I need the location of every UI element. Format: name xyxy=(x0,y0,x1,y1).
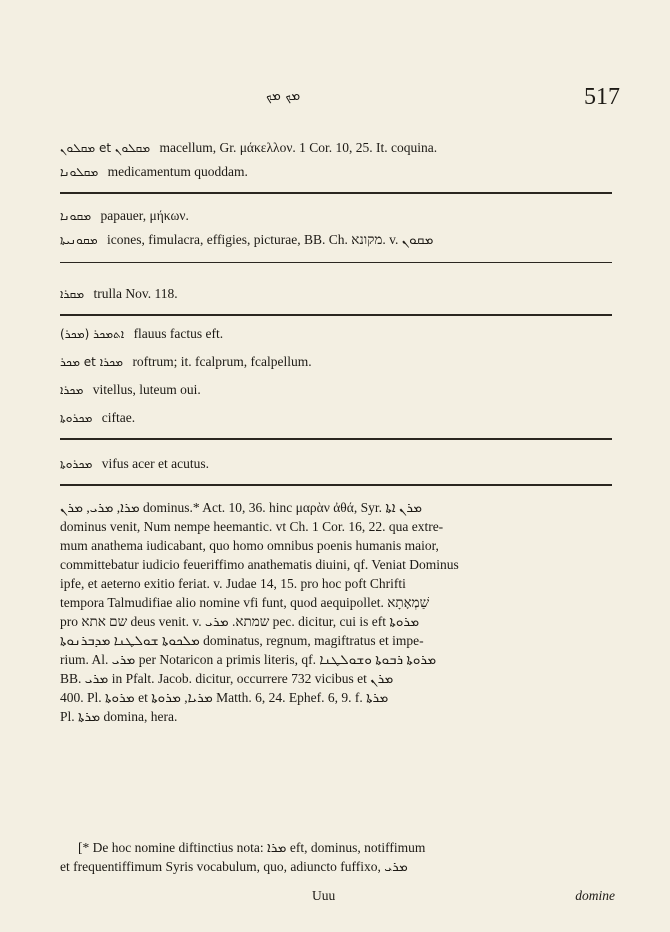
entry-6-text: flauus factus eft. xyxy=(133,326,224,341)
main-entry-line: ܡܠܟܘܬܐ ܫܘܠܛܢܐ ܡܕܒܪܢܘܬܐ dominatus, regnum, magiftratus et impe- xyxy=(60,633,424,648)
entry-3-text: papauer, μήκων. xyxy=(100,208,189,223)
main-entry-line: rium. Al. ܡܪܝ per Notaricon a primis literis, qf. ܡܪܘܬܐ ܪܒܘܬܐ ܘܫܘܠܛܢܐ xyxy=(60,652,437,667)
entry-4-syriac: ܡܩܘܢܝܬܐ xyxy=(60,233,98,247)
entry-2 xyxy=(60,162,612,182)
section-rule xyxy=(60,314,612,316)
signature-mark: Uuu xyxy=(312,888,336,903)
section-rule xyxy=(60,262,612,263)
footnote xyxy=(60,838,615,876)
main-entry-line: dominus venit, Num nempe heemantic. vt Ch. 1 Cor. 16, 22. qua extre- xyxy=(60,519,444,534)
main-entry-line: committebatur iudicio feueriffimo anathematis diuini, qf. Veniat Dominus xyxy=(60,557,459,572)
entry-5-syriac: ܡܩܪܐ xyxy=(60,287,85,301)
main-entry-line: mum anathema iudicabant, quo homo omnibus poenis humanis maior, xyxy=(60,538,439,553)
entry-4 xyxy=(60,230,612,250)
main-entry-line: 400. Pl. ܡܪܘܬܐ et ܡܪܝܐ, ܡܪܘܬܐ Matth. 6, 24. Ephef. 6, 9. f. ܡܪܬܐ xyxy=(60,690,389,705)
main-entry-line: BB. ܡܪܝ in Pfalt. Jacob. dicitur, occurrere 732 vicibus et ܡܪܢ xyxy=(60,671,394,686)
entry-10-text: vifus acer et acutus. xyxy=(101,456,209,471)
main-entry-line: ܡܪܐ, ܡܪܝ, ܡܪܢ dominus.* Act. 10, 36. hinc μαρὰν ἀθά, Syr. ܡܪܢ ܐܬܐ xyxy=(60,500,423,515)
main-entry xyxy=(60,498,615,726)
section-rule xyxy=(60,192,612,194)
section-rule xyxy=(60,438,612,440)
main-entry-line: tempora Talmudifiae alio nomine vfi funt, quod aequipollet. שַׁמְאָתָא xyxy=(60,595,430,610)
catchword: domine xyxy=(575,888,615,903)
main-entry-line: pro שם אתא deus venit. v. שמתא. ܡܪܝ pec. dicitur, cui is eft ܡܪܘܬܐ xyxy=(60,614,420,629)
entry-2-syriac: ܡܩܠܘܢܐ xyxy=(60,165,99,179)
entry-3-syriac: ܡܩܘܢܐ xyxy=(60,209,92,223)
entry-1-syriac: ܡܩܠܘܢ et ܡܩܠܘܢ xyxy=(60,141,151,155)
entry-7-syriac: ܡܟܪ et ܡܟܪܐ xyxy=(60,355,124,369)
entry-4-text: icones, fimulacra, effigies, picturae, BB. Ch. מקונא. v. ܡܩܘܢ xyxy=(107,232,434,247)
entry-1-text: macellum, Gr. μάκελλον. 1 Cor. 10, 25. It. coquina. xyxy=(159,140,438,155)
entry-10-syriac: ܡܟܪܘܬܐ xyxy=(60,457,93,471)
section-rule xyxy=(60,484,612,486)
entry-6-syriac: (ܡܟܪ) ܐܬܡܟܪ xyxy=(60,327,125,341)
entry-1 xyxy=(60,138,612,158)
entry-2-text: medicamentum quoddam. xyxy=(107,164,248,179)
entry-5-text: trulla Nov. 118. xyxy=(93,286,178,301)
entry-3 xyxy=(60,206,612,226)
entry-9-text: ciftae. xyxy=(101,410,136,425)
main-entry-line: Pl. ܡܪܬܐ domina, hera. xyxy=(60,709,178,724)
entry-7 xyxy=(60,352,612,372)
page-number: 517 xyxy=(584,84,620,110)
entry-10 xyxy=(60,454,612,474)
entry-9 xyxy=(60,408,612,428)
entry-8 xyxy=(60,380,612,400)
entry-9-syriac: ܡܟܪܘܬܐ xyxy=(60,411,93,425)
page-header xyxy=(0,84,670,124)
footnote-line: [* De hoc nomine diftinctius nota: ܡܪܐ eft, dominus, notiffimum xyxy=(78,840,426,855)
entry-6 xyxy=(60,324,612,344)
entry-7-text: roftrum; it. fcalprum, fcalpellum. xyxy=(132,354,312,369)
footnote-line: et frequentiffimum Syris vocabulum, quo, adiuncto fuffixo, ܡܪܝ xyxy=(60,859,408,874)
entry-8-text: vitellus, luteum oui. xyxy=(92,382,201,397)
entry-8-syriac: ܡܟܪܐ xyxy=(60,383,84,397)
entry-5 xyxy=(60,284,612,304)
running-head: ܡܟ ܡܟ xyxy=(266,88,301,104)
main-entry-line: ipfe, et aeterno exitio feriat. v. Judae 14, 15. pro hoc poft Chrifti xyxy=(60,576,406,591)
